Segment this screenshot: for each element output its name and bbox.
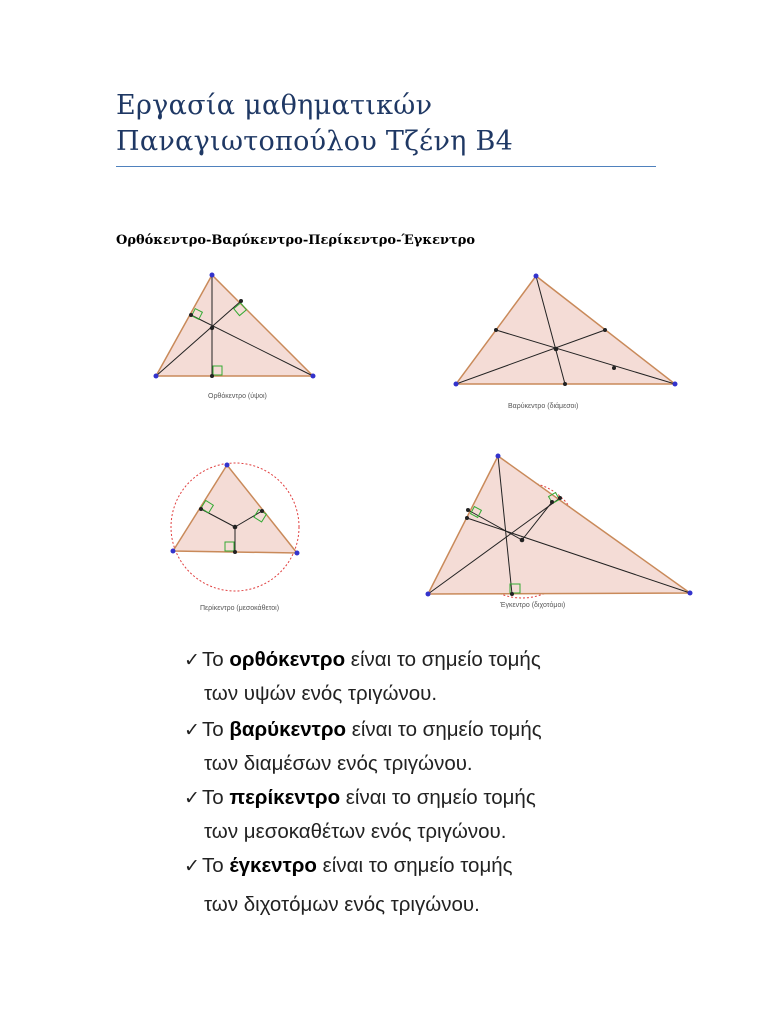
centroid-figure xyxy=(448,272,684,392)
circumcenter-figure xyxy=(165,460,310,600)
bullet-term: έγκεντρο xyxy=(229,854,317,877)
bullet-continuation: των υψών ενός τριγώνου. xyxy=(204,682,438,705)
bullet-continuation: των μεσοκαθέτων ενός τριγώνου. xyxy=(204,820,507,843)
bullet-prefix: Το xyxy=(202,718,230,741)
bullet-prefix: Το xyxy=(202,854,230,877)
title-line-1: Εργασία μαθηματικών xyxy=(116,90,433,121)
title-underline xyxy=(116,166,656,167)
list-item xyxy=(184,781,664,849)
list-item xyxy=(184,643,664,711)
bullet-text: είναι το σημείο τομής xyxy=(316,854,513,877)
bullet-continuation: των διαμέσων ενός τριγώνου. xyxy=(204,752,473,775)
bullet-term: βαρύκεντρο xyxy=(229,718,347,741)
title-line-2: Παναγιωτοπούλου Τζένη Β4 xyxy=(116,126,514,157)
bullet-text: είναι το σημείο τομής xyxy=(346,718,542,741)
orthocenter-caption: Ορθόκεντρο (ύψοι) xyxy=(208,393,267,400)
incenter-caption: Έγκεντρο (διχοτόμοι) xyxy=(500,602,566,609)
centroid-caption: Βαρύκεντρο (διάμεσοι) xyxy=(508,403,579,410)
list-item xyxy=(184,713,664,781)
list-item xyxy=(184,849,664,927)
bullet-term: ορθόκεντρο xyxy=(229,648,346,671)
circumcenter-diagram xyxy=(165,460,310,600)
centroid-diagram xyxy=(448,272,684,392)
orthocenter-diagram xyxy=(150,270,320,385)
circumcenter-caption: Περίκεντρο (μεσοκάθετοι) xyxy=(200,605,280,612)
document-title xyxy=(116,88,656,160)
bullet-text: είναι το σημείο τομής xyxy=(345,648,541,671)
bullet-prefix: Το xyxy=(202,786,230,809)
definitions-list xyxy=(184,643,664,927)
checkmark-icon: ✓ xyxy=(184,788,200,809)
section-heading: Ορθόκεντρο-Βαρύκεντρο-Περίκεντρο-Έγκεντρο xyxy=(116,233,476,248)
incenter-figure xyxy=(420,448,698,600)
checkmark-icon: ✓ xyxy=(184,720,200,741)
incenter-diagram xyxy=(420,448,698,600)
checkmark-icon: ✓ xyxy=(184,650,200,671)
bullet-prefix: Το xyxy=(202,648,230,671)
bullet-continuation: των διχοτόμων ενός τριγώνου. xyxy=(204,893,480,916)
orthocenter-figure xyxy=(150,270,320,385)
bullet-text: είναι το σημείο τομής xyxy=(340,786,536,809)
bullet-term: περίκεντρο xyxy=(229,786,341,809)
checkmark-icon: ✓ xyxy=(184,856,200,877)
